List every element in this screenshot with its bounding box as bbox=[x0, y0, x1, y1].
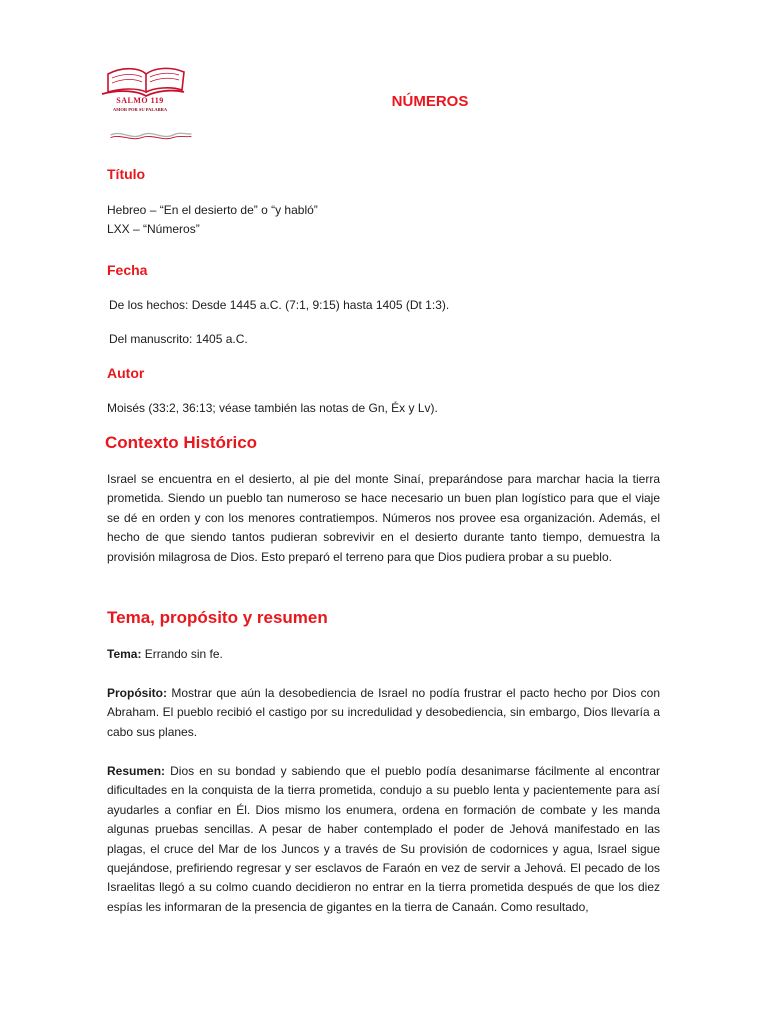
heading-contexto: Contexto Histórico bbox=[105, 433, 258, 452]
document-title: NÚMEROS bbox=[391, 93, 469, 110]
tema-paragraph bbox=[107, 645, 660, 664]
heading-tema: Tema, propósito y resumen bbox=[107, 608, 328, 627]
logo-subtitle: AMOR POR SU PALABRA bbox=[112, 107, 168, 112]
resumen-text: Dios en su bondad y sabiendo que el pueblo podía desanimarse fácilmente al encontrar dificultades en la conquista de la tierra prometida, condujo a su pueblo lenta y pacientemente para así ayudarles a confiar en Él. Dios mismo los enumera, ordena en formación de combate y les manda algunas pruebas sencillas. A pesar de haber contemplado el poder de Jehová manifestado en las plagas, el cruce del Mar de los Juncos y a través de Su provisión de codornices y agua, Israel sigue quejándose, prefiriendo regresar y ser esclavos de Faraón en vez de servir a Jehová. El pecado de los Israelitas llegó a su colmo cuando decidieron no entrar en la tierra prometida después de que los diez espías les informaran de la presencia de gigantes en la tierra de Canaán. Como resultado, bbox=[107, 764, 660, 914]
titulo-lxx: LXX – “Números” bbox=[107, 222, 200, 236]
fecha-hechos: De los hechos: Desde 1445 a.C. (7:1, 9:15) hasta 1405 (Dt 1:3). bbox=[109, 298, 450, 312]
heading-autor: Autor bbox=[107, 365, 145, 381]
logo-title: SALMO 119 bbox=[116, 96, 164, 105]
autor-text: Moisés (33:2, 36:13; véase también las notas de Gn, Éx y Lv). bbox=[107, 401, 438, 415]
tema-text: Errando sin fe. bbox=[141, 647, 223, 661]
resumen-paragraph bbox=[107, 762, 660, 917]
proposito-label: Propósito: bbox=[107, 686, 167, 700]
fecha-manuscrito: Del manuscrito: 1405 a.C. bbox=[109, 332, 248, 346]
proposito-text: Mostrar que aún la desobediencia de Israel no podía frustrar el pacto hecho por Dios con Abraham. El pueblo recibió el castigo por su incredulidad y desobediencia, sin embargo, Dios llevaría a cabo sus planes. bbox=[107, 686, 660, 739]
contexto-paragraph: Israel se encuentra en el desierto, al pie del monte Sinaí, preparándose para marchar hacia la tierra prometida. Siendo un pueblo tan numeroso se hace necesario un buen plan logístico para que el viaje se dé en orden y con los menores contratiempos. Números nos provee esa organización. Además, el hecho de que siendo tantos pudieran sobrevivir en el desierto durante tanto tiempo, demuestra la provisión milagrosa de Dios. Esto preparó el terreno para que Dios pudiera probar a su pueblo. bbox=[107, 472, 660, 564]
titulo-hebreo: Hebreo – “En el desierto de” o “y habló” bbox=[107, 203, 318, 217]
logo-wave-decoration bbox=[108, 113, 194, 157]
resumen-label: Resumen: bbox=[107, 764, 166, 778]
heading-fecha: Fecha bbox=[107, 262, 148, 278]
proposito-paragraph bbox=[107, 684, 660, 742]
tema-label: Tema: bbox=[107, 647, 142, 661]
heading-titulo: Título bbox=[107, 166, 146, 182]
